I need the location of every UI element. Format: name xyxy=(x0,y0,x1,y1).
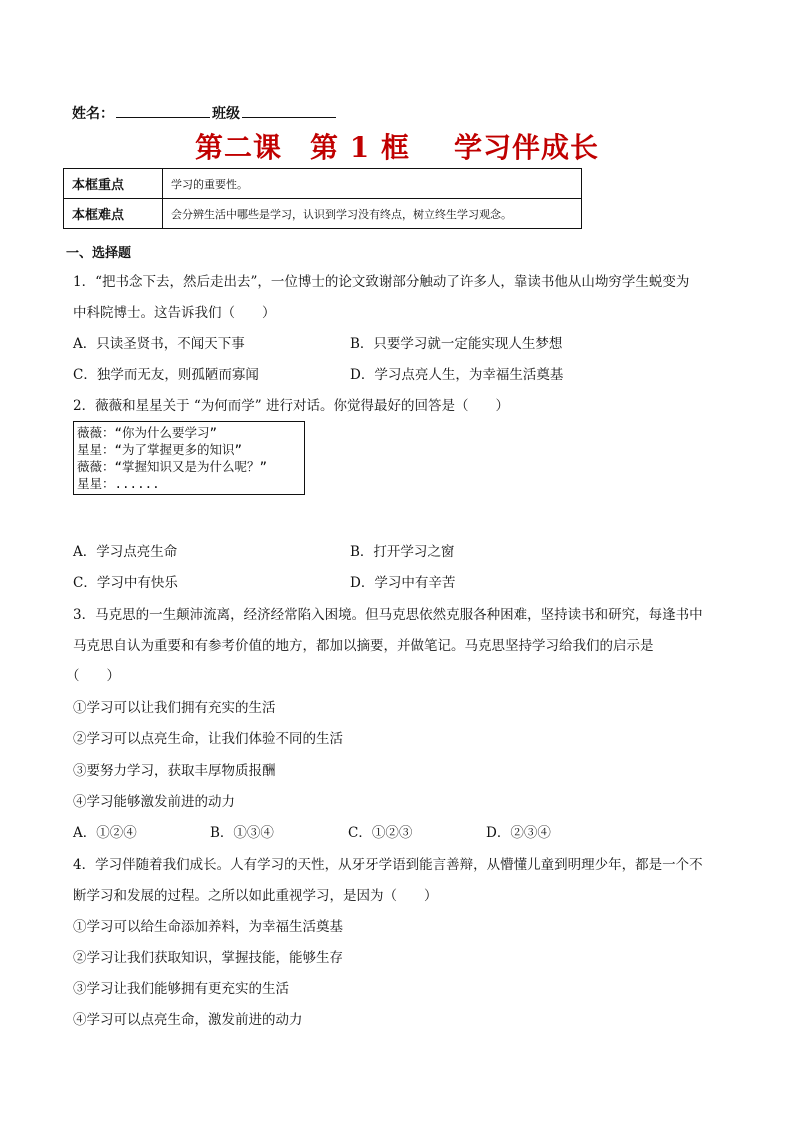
q1-option-d[interactable]: D．学习点亮人生，为幸福生活奠基 xyxy=(350,367,564,383)
table-key: 本框重点 xyxy=(64,169,163,199)
q4-statement-1: ①学习可以给生命添加养料，为幸福生活奠基 xyxy=(73,919,343,935)
q1-option-a[interactable]: A．只读圣贤书，不闻天下事 xyxy=(73,336,245,352)
q2-option-d[interactable]: D．学习中有辛苦 xyxy=(350,575,456,591)
q3-option-b[interactable]: B．①③④ xyxy=(210,825,274,841)
q4-statement-4: ④学习可以点亮生命，激发前进的动力 xyxy=(73,1012,303,1028)
dialog-line: 星星：...... xyxy=(77,476,160,491)
title-frame: 第 1 框 xyxy=(310,131,410,164)
page-title xyxy=(0,126,794,166)
q3-statement-2: ②学习可以点亮生命，让我们体验不同的生活 xyxy=(73,731,343,747)
q3-statement-4: ④学习能够激发前进的动力 xyxy=(73,794,235,810)
q3-stem-line1: 3．马克思的一生颠沛流离，经济经常陷入困境。但马克思依然克服各种困难，坚持读书和研究，每逢书中 xyxy=(73,607,703,623)
table-key: 本框难点 xyxy=(64,199,163,229)
q1-option-b[interactable]: B．只要学习就一定能实现人生梦想 xyxy=(350,336,563,352)
q3-statement-1: ①学习可以让我们拥有充实的生活 xyxy=(73,700,276,716)
dialog-line: 星星：“为了掌握更多的知识” xyxy=(77,442,243,457)
q4-stem-line1: 4．学习伴随着我们成长。人有学习的天性，从牙牙学语到能言善辩，从懵懂儿童到明理少年，都是一个不 xyxy=(73,857,703,873)
q3-option-c[interactable]: C．①②③ xyxy=(348,825,413,841)
q3-stem-line3: （ ） xyxy=(66,668,120,684)
focus-table xyxy=(63,168,582,229)
table-row xyxy=(64,169,582,199)
table-row xyxy=(64,199,582,229)
title-lesson: 第二课 xyxy=(194,131,282,164)
q3-option-a[interactable]: A．①②④ xyxy=(73,825,137,841)
table-value: 会分辨生活中哪些是学习，认识到学习没有终点，树立终生学习观念。 xyxy=(163,199,582,229)
section-title: 一、选择题 xyxy=(66,246,132,261)
dialog-line: 薇薇：“你为什么要学习” xyxy=(77,425,218,440)
q3-option-d[interactable]: D．②③④ xyxy=(486,825,551,841)
name-label: 姓名： xyxy=(72,106,114,122)
q2-option-b[interactable]: B．打开学习之窗 xyxy=(350,544,455,560)
name-class-line xyxy=(72,103,338,123)
table-value: 学习的重要性。 xyxy=(163,169,582,199)
class-blank[interactable] xyxy=(242,104,336,118)
q2-stem-line1: 2．薇薇和星星关于 “为何而学” 进行对话。你觉得最好的回答是（ ） xyxy=(73,398,509,414)
q4-statement-3: ③学习让我们能够拥有更充实的生活 xyxy=(73,981,289,997)
class-label: 班级 xyxy=(212,106,240,122)
q2-option-c[interactable]: C．学习中有快乐 xyxy=(73,575,178,591)
q3-statement-3: ③要努力学习，获取丰厚物质报酬 xyxy=(73,763,276,779)
q1-stem-line2: 中科院博士。这告诉我们（ ） xyxy=(73,305,276,321)
title-topic: 学习伴成长 xyxy=(453,131,599,164)
q3-stem-line2: 马克思自认为重要和有参考价值的地方，都加以摘要，并做笔记。马克思坚持学习给我们的启示是 xyxy=(73,638,654,654)
q2-dialog-box xyxy=(73,421,305,495)
q1-stem-line1: 1．“把书念下去，然后走出去”，一位博士的论文致谢部分触动了许多人，靠读书他从山坳穷学生蜕变为 xyxy=(73,274,690,290)
q2-option-a[interactable]: A．学习点亮生命 xyxy=(73,544,178,560)
q4-stem-line2: 断学习和发展的过程。之所以如此重视学习，是因为（ ） xyxy=(73,888,438,904)
name-blank[interactable] xyxy=(116,104,210,118)
dialog-line: 薇薇：“掌握知识又是为什么呢？” xyxy=(77,459,268,474)
q4-statement-2: ②学习让我们获取知识，掌握技能，能够生存 xyxy=(73,950,343,966)
q1-option-c[interactable]: C．独学而无友，则孤陋而寡闻 xyxy=(73,367,259,383)
